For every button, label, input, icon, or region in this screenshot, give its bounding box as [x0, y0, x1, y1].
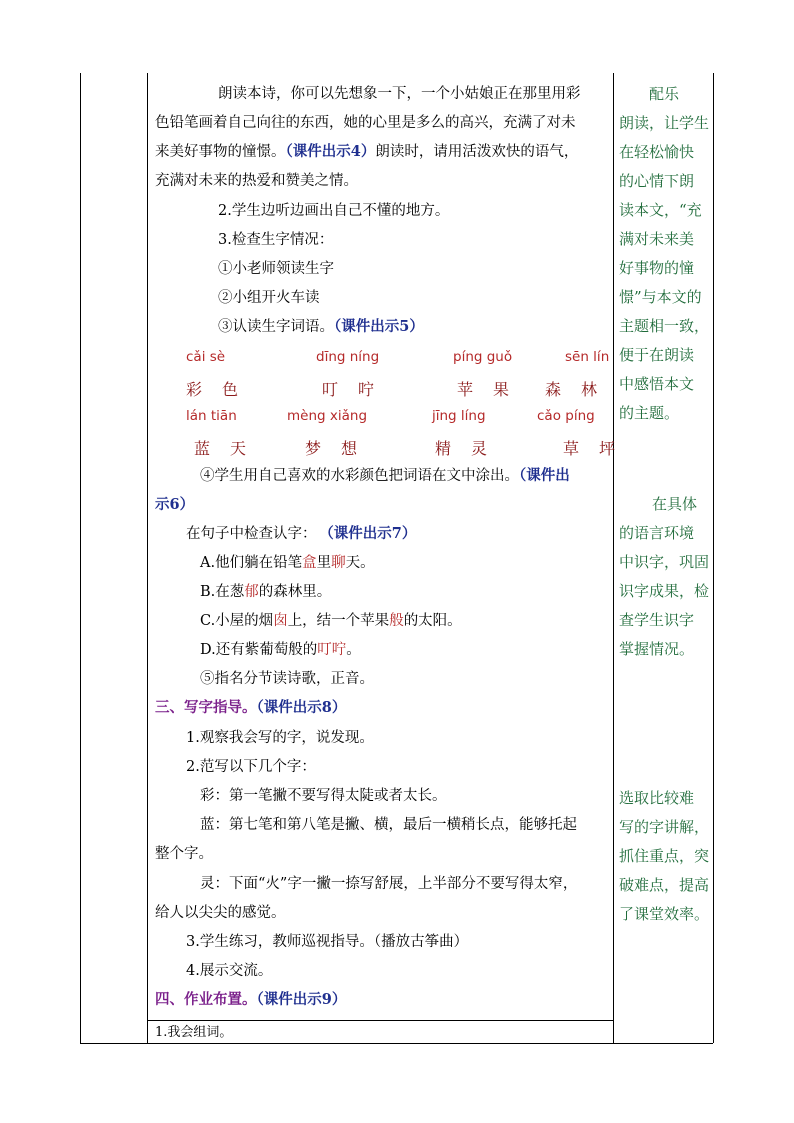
step-3b: ②小组开火车读 [218, 290, 320, 306]
design-note-3: 选取比较难 写的字讲解， 抓住重点，突 破难点，提高 了课堂效率。 [619, 789, 710, 923]
courseware-cue: （课件出示4） [285, 143, 376, 160]
pinyin: cǎi sè [186, 349, 226, 365]
courseware-cue: （课件出示8） [256, 699, 347, 716]
table-column-divider-1 [147, 73, 148, 1043]
check-intro: 在句子中检查认字： （课件出示7） [186, 525, 417, 542]
para-line: 充满对未来的热爱和赞美之情。 [155, 173, 358, 189]
write-2c: 灵：下面“火”字一撇一捺写舒展，上半部分不要写得太窄， [200, 876, 578, 892]
write-4: 4.展示交流。 [186, 963, 273, 979]
table-bottom-border [80, 1043, 713, 1044]
write-2: 2.范写以下几个字： [186, 759, 316, 775]
para-line: 来美好事物的憧憬。（课件出示4）朗读时，请用活泼欢快的语气， [155, 143, 579, 160]
pinyin: jīng líng [432, 408, 486, 424]
homework-1: 1.我会组词。 [155, 1025, 233, 1040]
table-left-border [80, 73, 81, 1043]
pinyin: dīng níng [316, 349, 380, 365]
design-note-1: 配乐 朗读，让学生 在轻松愉快 的心情下朗 读本文，“充 满对未来美 好事物的憧 憬”与本文的 主题相一致， 便于在朗读 中感悟本文 的主题。 [619, 85, 710, 422]
row-divider [147, 1020, 613, 1021]
vocab-word: 梦 想 [305, 439, 360, 458]
courseware-cue: （课件出示7） [326, 525, 417, 542]
pinyin: sēn lín [565, 349, 610, 365]
vocab-word: 蓝 天 [194, 439, 249, 458]
courseware-cue: （课件出示9） [256, 991, 347, 1008]
courseware-cue: （课件出 [519, 467, 570, 484]
pinyin: cǎo píng [537, 408, 595, 424]
write-2c-cont: 给人以尖尖的感觉。 [155, 905, 286, 921]
section-4-heading: 四、作业布置。（课件出示9） [155, 991, 347, 1008]
table-column-divider-2 [613, 73, 614, 1043]
write-2b: 蓝：第七笔和第八笔是撇、横，最后一横稍长点，能够托起 [200, 817, 577, 833]
step-3a: ①小老师领读生字 [218, 261, 334, 277]
write-2a: 彩：第一笔撇不要写得太陡或者太长。 [200, 788, 447, 804]
design-note-2: 在具体 的语言环境 中识字，巩固 识字成果，检 查学生识字 掌握情况。 [619, 495, 710, 658]
table-right-border [713, 73, 714, 1043]
section-3-heading: 三、写字指导。（课件出示8） [155, 699, 347, 716]
write-3: 3.学生练习，教师巡视指导。（播放古筝曲） [186, 934, 469, 950]
sentence-c: C.小屋的烟囱上，结一个苹果般的太阳。 [200, 613, 462, 629]
vocab-word: 叮 咛 [322, 380, 377, 399]
step-3e: ⑤指名分节读诗歌，正音。 [200, 671, 374, 687]
write-1: 1.观察我会写的字，说发现。 [186, 730, 374, 746]
para-line: 朗读本诗，你可以先想象一下，一个小姑娘正在那里用彩 [218, 86, 581, 102]
courseware-cue: 示6） [155, 496, 195, 513]
sentence-d: D.还有紫葡萄般的叮咛。 [200, 642, 361, 658]
vocab-word: 草 坪 [563, 439, 618, 458]
vocab-word: 苹 果 [457, 380, 512, 399]
vocab-word: 彩 色 [186, 380, 241, 399]
write-2b-cont: 整个字。 [155, 846, 213, 862]
sentence-b: B.在葱郁的森林里。 [200, 584, 332, 600]
vocab-word: 森 林 [545, 380, 600, 399]
courseware-cue: （课件出示5） [334, 318, 424, 335]
vocab-word: 精 灵 [435, 439, 490, 458]
step-2: 2.学生边听边画出自己不懂的地方。 [218, 203, 450, 219]
step-3: 3.检查生字情况： [218, 232, 334, 248]
para-line: 色铅笔画着自己向往的东西，她的心里是多么的高兴，充满了对未 [155, 115, 576, 131]
pinyin: píng guǒ [453, 349, 513, 365]
pinyin: mèng xiǎng [287, 408, 368, 424]
step-3c: ③认读生字词语。（课件出示5） [218, 318, 424, 335]
sentence-a: A.他们躺在铅笔盒里聊天。 [200, 555, 375, 571]
pinyin: lán tiān [186, 408, 237, 424]
step-3d: ④学生用自己喜欢的水彩颜色把词语在文中涂出。（课件出 [200, 467, 570, 484]
